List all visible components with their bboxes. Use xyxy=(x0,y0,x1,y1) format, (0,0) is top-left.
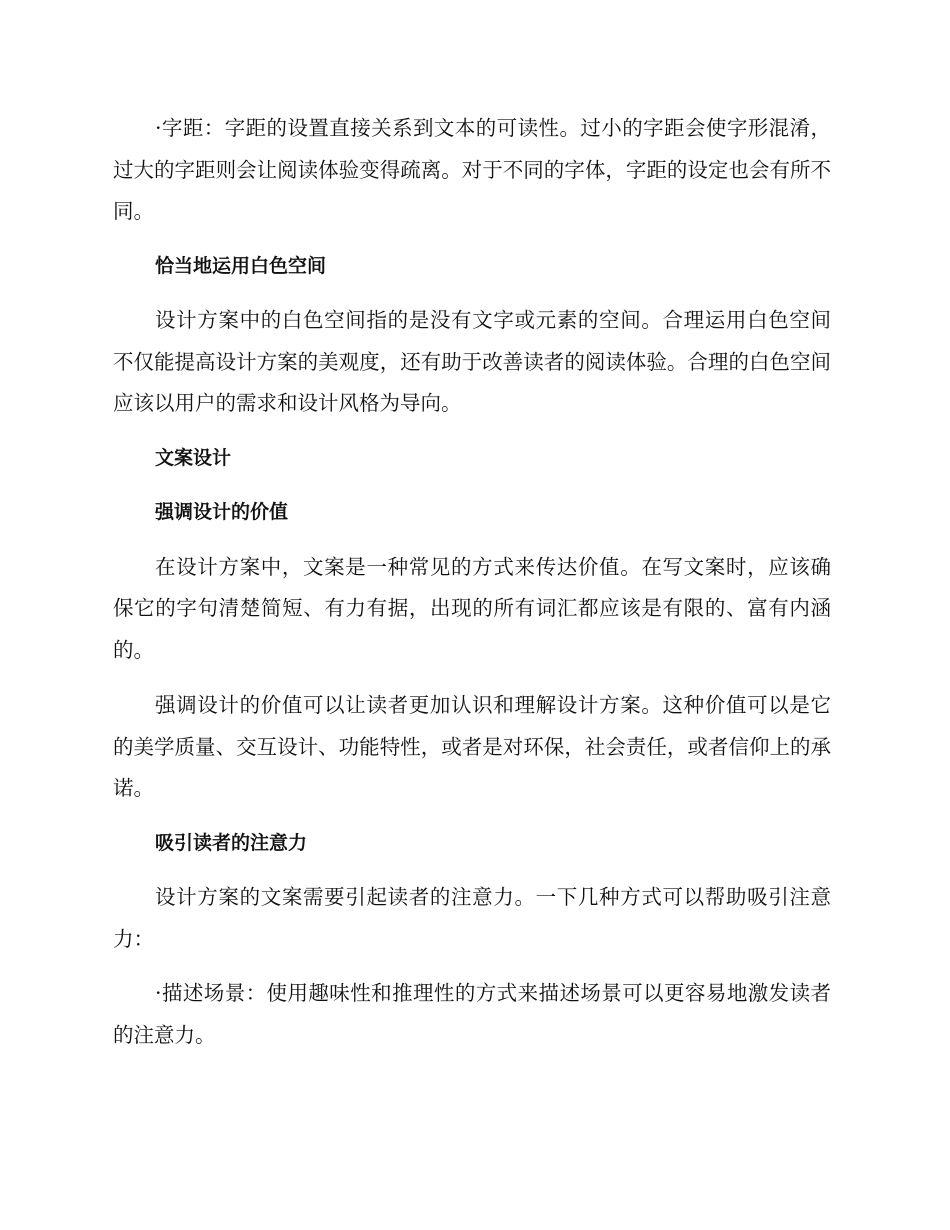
document-page xyxy=(113,108,831,1056)
heading-white-space: 恰当地运用白色空间 xyxy=(155,254,327,277)
paragraph-white-space: 设计方案中的白色空间指的是没有文字或元素的空间。合理运用白色空间不仅能提高设计方案的美观度，还有助于改善读者的阅读体验。合理的白色空间应该以用户的需求和设计风格为导向。 xyxy=(113,308,831,415)
paragraph-value-understanding: 强调设计的价值可以让读者更加认识和理解设计方案。这种价值可以是它的美学质量、交互设计、功能特性，或者是对环保，社会责任，或者信仰上的承诺。 xyxy=(113,693,831,800)
paragraph-copy-value: 在设计方案中，文案是一种常见的方式来传达价值。在写文案时，应该确保它的字句清楚简短、有力有据，出现的所有词汇都应该是有限的、富有内涵的。 xyxy=(113,554,831,662)
heading-attract-attention: 吸引读者的注意力 xyxy=(155,831,308,854)
paragraph-letter-spacing: ·字距：字距的设置直接关系到文本的可读性。过小的字距会使字形混淆，过大的字距则会让阅读体验变得疏离。对于不同的字体，字距的设定也会有所不同。 xyxy=(113,116,831,223)
heading-emphasize-value: 强调设计的价值 xyxy=(155,501,289,523)
paragraph-describe-scene: ·描述场景：使用趣味性和推理性的方式来描述场景可以更容易地激发读者的注意力。 xyxy=(113,981,831,1047)
paragraph-attention: 设计方案的文案需要引起读者的注意力。一下几种方式可以帮助吸引注意力： xyxy=(113,885,831,951)
heading-copywriting: 文案设计 xyxy=(155,446,232,469)
